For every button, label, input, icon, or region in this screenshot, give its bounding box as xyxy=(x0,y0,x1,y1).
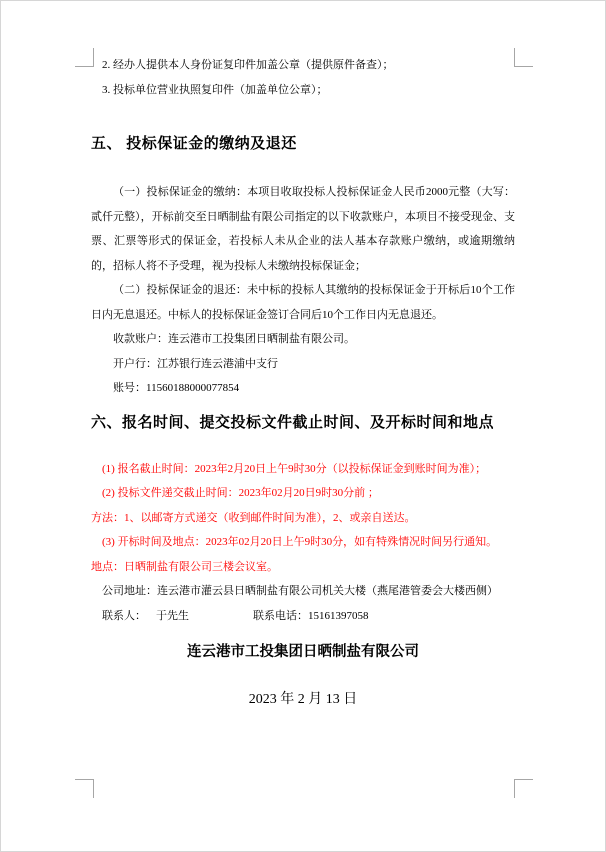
section-5-heading: 五、 投标保证金的缴纳及退还 xyxy=(91,136,297,152)
list-item-2: 2. 经办人提供本人身份证复印件加盖公章（提供原件备查）； xyxy=(102,59,394,71)
contact-name: 于先生 xyxy=(156,609,189,622)
contact-phone-number: 15161397058 xyxy=(308,609,369,622)
section-6-heading: 六、报名时间、提交投标文件截止时间、及开标时间和地点 xyxy=(91,414,495,431)
submission-deadline-line: (2) 投标文件递交截止时间：2023年02月20日9时30分前 ； xyxy=(102,487,379,499)
crop-mark-bottom-right xyxy=(514,779,533,798)
submission-method-line: 方法：1、以邮寄方式递交（收到邮件时间为准），2、或亲自送达。 xyxy=(91,511,416,524)
account-number-line: 账号：11560188000077854 xyxy=(113,382,240,394)
deposit-refund-paragraph: （二）投标保证金的退还：未中标的投标人其缴纳的投标保证金于开标后10个工作日内无息退还。中标人的投标保证金签订合同后10个工作日内无息退还。 xyxy=(91,284,515,321)
signature-company-name: 连云港市工投集团日晒制盐有限公司 xyxy=(187,644,419,660)
bid-opening-time-line: (3) 开标时间及地点：2023年02月20日上午9时30分，如有特殊情况时间另行通知。 xyxy=(102,536,498,548)
signature-date: 2023 年 2 月 13 日 xyxy=(248,692,358,707)
bid-opening-place-line: 地点：日晒制盐有限公司三楼会议室。 xyxy=(91,560,278,573)
registration-deadline-line: (1) 报名截止时间：2023年2月20日上午9时30分（以投标保证金到账时间为准）； xyxy=(102,462,487,475)
document-content xyxy=(91,53,515,712)
contact-label: 联系人： xyxy=(102,609,146,622)
company-address-line: 公司地址：连云港市灌云县日晒制盐有限公司机关大楼（燕尾港管委会大楼西侧） xyxy=(102,585,498,597)
crop-mark-top-right xyxy=(514,48,533,67)
list-item-3: 3. 投标单位营业执照复印件（加盖单位公章）； xyxy=(102,83,328,96)
contact-line xyxy=(91,604,515,629)
account-name-line: 收款账户：连云港市工投集团日晒制盐有限公司。 xyxy=(113,333,355,345)
contact-phone-label: 联系电话： xyxy=(253,609,308,622)
crop-mark-bottom-left xyxy=(75,779,94,798)
bank-line: 开户行：江苏银行连云港浦中支行 xyxy=(113,357,278,370)
deposit-payment-paragraph: （一）投标保证金的缴纳：本项目收取投标人投标保证金人民币2000元整（大写：贰仟元整），开标前交至日晒制盐有限公司指定的以下收款账户，本项目不接受现金、支票、汇票等形式的保证金，若投标人未从企业的法人基本存款账户缴纳，或逾期缴纳的，招标人将不予受理，视为投标人未缴纳投标保证金； xyxy=(91,186,515,272)
